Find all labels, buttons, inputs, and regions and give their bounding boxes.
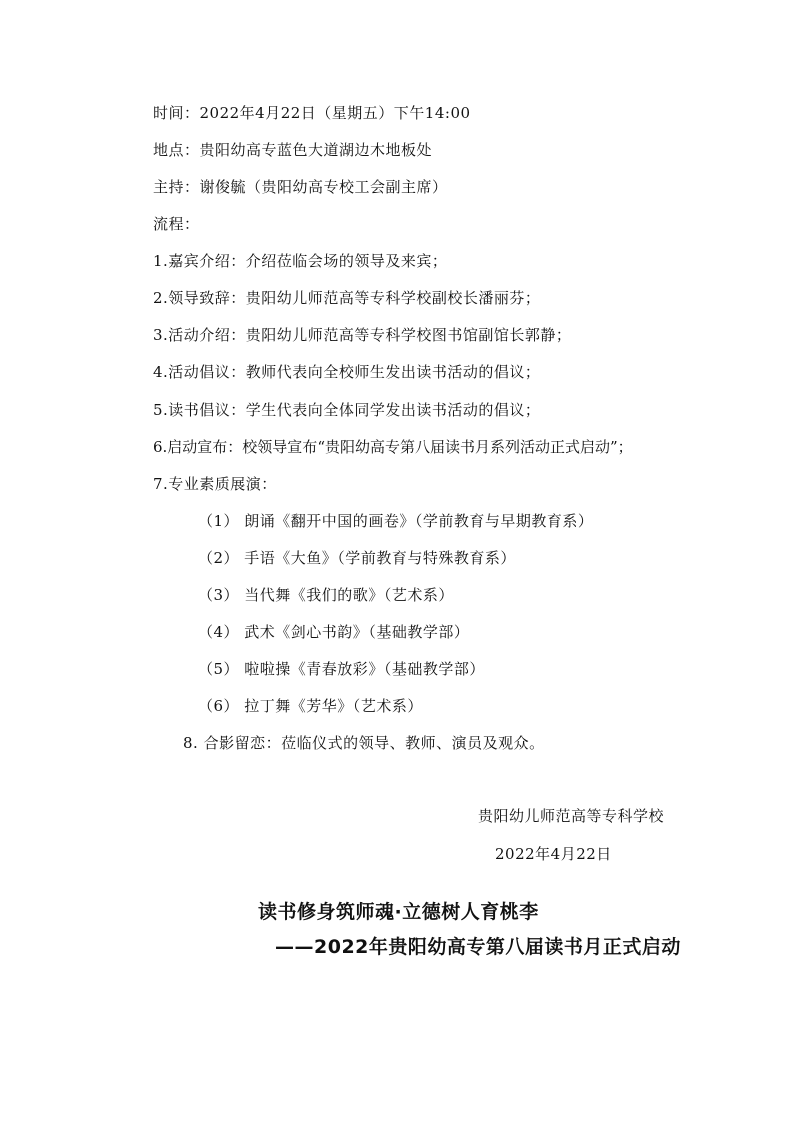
step-item: 3.活动介绍：贵阳幼儿师范高等专科学校图书馆副馆长郭静； [153,326,572,344]
info-host: 主持：谢俊毓（贵阳幼高专校工会副主席） [153,178,448,196]
info-place: 地点：贵阳幼高专蓝色大道湖边木地板处 [153,141,433,159]
step-item: 7.专业素质展演： [153,475,277,493]
step-item: 8. 合影留恋：莅临仪式的领导、教师、演员及观众。 [183,734,545,752]
flow-label: 流程： [153,215,200,233]
step-item: 5.读书倡议：学生代表向全体同学发出读书活动的倡议； [153,401,541,419]
performance-item: （6） 拉丁舞《芳华》（艺术系） [198,697,423,715]
performance-item: （5） 啦啦操《青春放彩》（基础教学部） [198,660,485,678]
signature-date: 2022年4月22日 [495,845,612,863]
step-item: 2.领导致辞：贵阳幼儿师范高等专科学校副校长潘丽芬； [153,289,541,307]
step-item: 1.嘉宾介绍：介绍莅临会场的领导及来宾； [153,252,448,270]
step-item: 4.活动倡议：教师代表向全校师生发出读书活动的倡议； [153,363,541,381]
heading-line-2: ——2022年贵阳幼高专第八届读书月正式启动 [275,936,681,958]
performance-item: （4） 武术《剑心书韵》（基础教学部） [198,623,470,641]
step-item: 6.启动宣布：校领导宣布“贵阳幼高专第八届读书月系列活动正式启动”； [153,438,633,456]
info-time: 时间：2022年4月22日（星期五）下午14:00 [153,104,471,122]
heading-line-1: 读书修身筑师魂·立德树人育桃李 [258,901,539,923]
performance-item: （2） 手语《大鱼》（学前教育与特殊教育系） [198,549,516,567]
performance-item: （1） 朗诵《翻开中国的画卷》（学前教育与早期教育系） [198,512,594,530]
performance-item: （3） 当代舞《我们的歌》（艺术系） [198,586,454,604]
signature-org: 贵阳幼儿师范高等专科学校 [478,807,665,825]
